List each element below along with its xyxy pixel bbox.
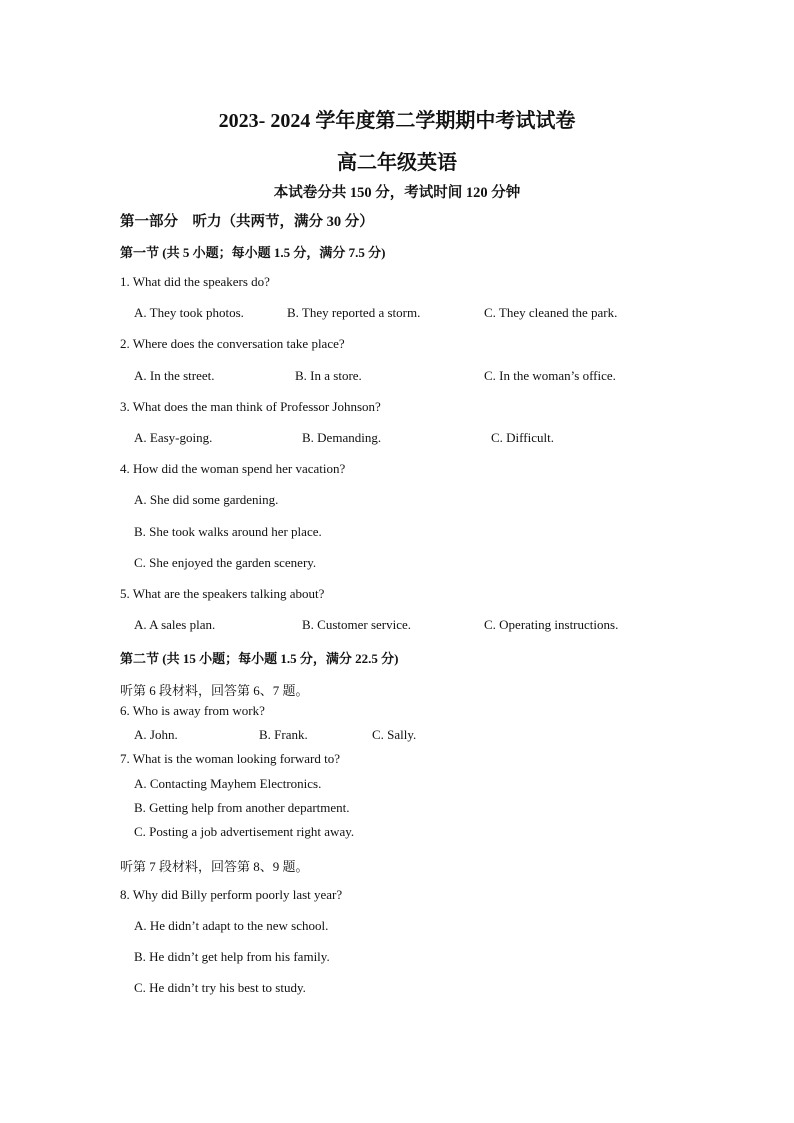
question-stem: 3. What does the man think of Professor Johnson? bbox=[120, 399, 381, 414]
option-b: B. She took walks around her place. bbox=[134, 524, 322, 539]
option-c: C. Operating instructions. bbox=[484, 617, 619, 632]
option-a: A. John. bbox=[134, 727, 178, 742]
option-a: A. Easy-going. bbox=[134, 430, 213, 445]
option-c: C. Posting a job advertisement right away. bbox=[134, 824, 355, 839]
option-a: A. They took photos. bbox=[134, 305, 244, 320]
material-instruction: 听第 7 段材料，回答第 8、9 题。 bbox=[120, 859, 309, 874]
question-stem: 1. What did the speakers do? bbox=[120, 274, 270, 289]
question-stem: 4. How did the woman spend her vacation? bbox=[120, 461, 346, 476]
option-b: B. He didn’t get help from his family. bbox=[134, 949, 330, 964]
question-stem: 8. Why did Billy perform poorly last year? bbox=[120, 887, 343, 902]
option-a: A. She did some gardening. bbox=[134, 492, 279, 507]
part1-heading: 第一部分 听力（共两节，满分 30 分） bbox=[120, 214, 374, 230]
option-c: C. He didn’t try his best to study. bbox=[134, 980, 306, 995]
question-stem: 5. What are the speakers talking about? bbox=[120, 586, 325, 601]
section1-heading: 第一节 (共 5 小题；每小题 1.5 分，满分 7.5 分) bbox=[120, 245, 386, 260]
option-b: B. They reported a storm. bbox=[287, 305, 421, 320]
exam-title: 2023- 2024 学年度第二学期期中考试试卷 bbox=[218, 110, 576, 132]
subject-title: 高二年级英语 bbox=[337, 152, 457, 174]
option-c: C. In the woman’s office. bbox=[484, 368, 616, 383]
option-a: A. In the street. bbox=[134, 368, 215, 383]
option-b: B. In a store. bbox=[295, 368, 362, 383]
exam-info: 本试卷分共 150 分，考试时间 120 分钟 bbox=[273, 185, 521, 201]
option-a: A. A sales plan. bbox=[134, 617, 216, 632]
option-a: A. He didn’t adapt to the new school. bbox=[134, 918, 329, 933]
option-c: C. Difficult. bbox=[491, 430, 554, 445]
option-c: C. Sally. bbox=[372, 727, 417, 742]
question-stem: 2. Where does the conversation take place? bbox=[120, 336, 345, 351]
option-b: B. Frank. bbox=[259, 727, 308, 742]
option-b: B. Demanding. bbox=[302, 430, 382, 445]
material-instruction: 听第 6 段材料，回答第 6、7 题。 bbox=[120, 683, 309, 698]
option-c: C. She enjoyed the garden scenery. bbox=[134, 555, 317, 570]
question-stem: 6. Who is away from work? bbox=[120, 703, 265, 718]
option-b: B. Getting help from another department. bbox=[134, 800, 350, 815]
section2-heading: 第二节 (共 15 小题；每小题 1.5 分，满分 22.5 分) bbox=[120, 651, 399, 666]
question-stem: 7. What is the woman looking forward to? bbox=[120, 751, 340, 766]
option-b: B. Customer service. bbox=[302, 617, 412, 632]
option-a: A. Contacting Mayhem Electronics. bbox=[134, 776, 322, 791]
option-c: C. They cleaned the park. bbox=[484, 305, 618, 320]
